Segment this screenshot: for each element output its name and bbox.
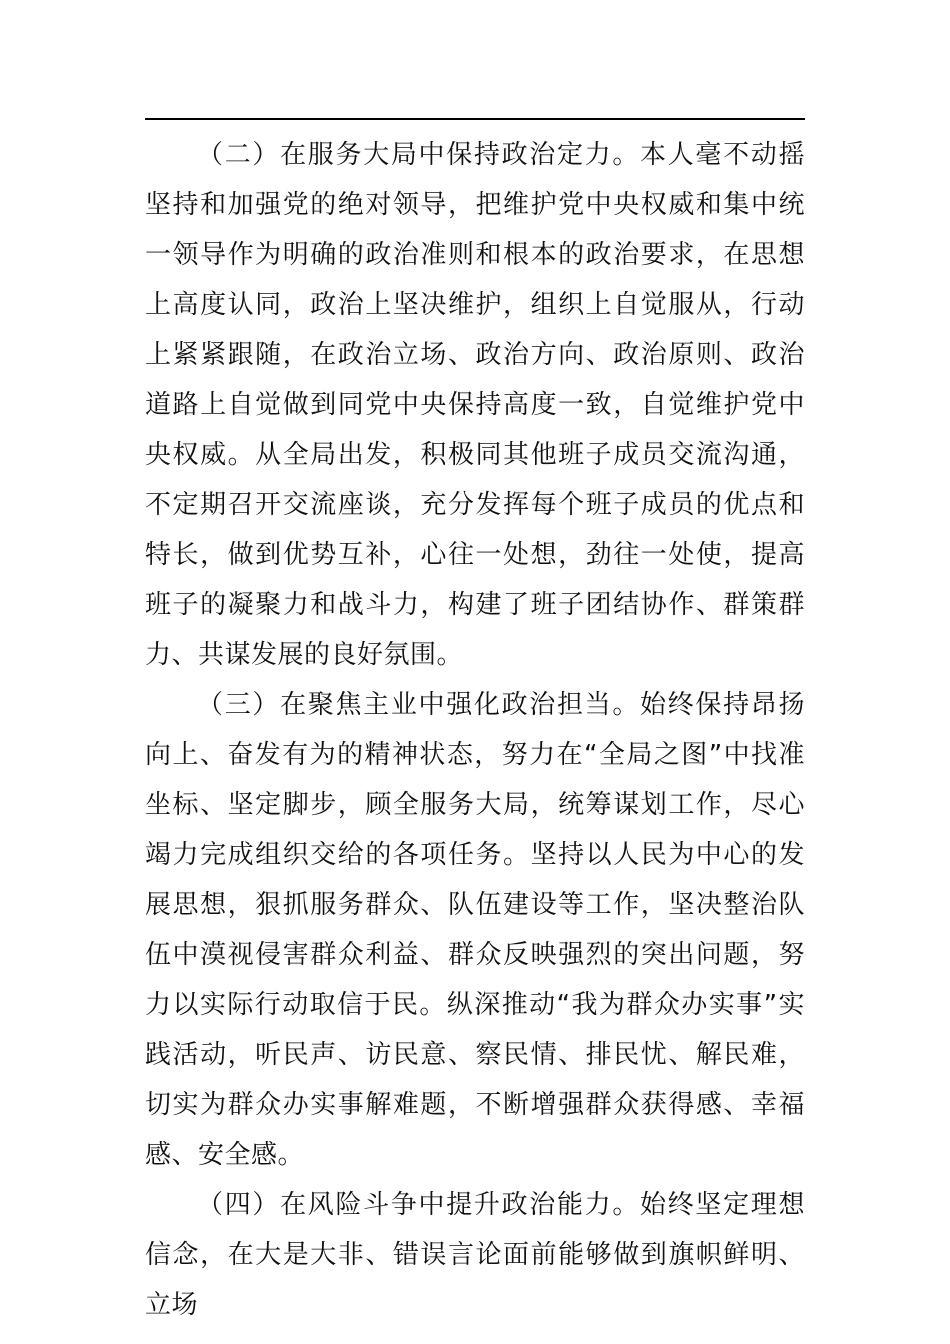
body-text — [145, 130, 805, 1330]
paragraph-section-2: （二）在服务大局中保持政治定力。本人毫不动摇坚持和加强党的绝对领导，把维护党中央权威和集中统一领导作为明确的政治准则和根本的政治要求，在思想上高度认同，政治上坚决维护，组织上自觉服从，行动上紧紧跟随，在政治立场、政治方向、政治原则、政治道路上自觉做到同党中央保持高度一致，自觉维护党中央权威。从全局出发，积极同其他班子成员交流沟通，不定期召开交流座谈，充分发挥每个班子成员的优点和特长，做到优势互补，心往一处想，劲往一处使，提高班子的凝聚力和战斗力，构建了班子团结协作、群策群力、共谋发展的良好氛围。 — [145, 140, 805, 670]
header-rule — [145, 118, 805, 120]
paragraph-section-4: （四）在风险斗争中提升政治能力。始终坚定理想信念，在大是大非、错误言论面前能够做到旗帜鲜明、立场 — [145, 1190, 805, 1320]
paragraph-section-3: （三）在聚焦主业中强化政治担当。始终保持昂扬向上、奋发有为的精神状态，努力在“全局之图”中找准坐标、坚定脚步，顾全服务大局，统筹谋划工作，尽心竭力完成组织交给的各项任务。坚持以人民为中心的发展思想，狠抓服务群众、队伍建设等工作，坚决整治队伍中漠视侵害群众利益、群众反映强烈的突出问题，努力以实际行动取信于民。纵深推动“我为群众办实事”实践活动，听民声、访民意、察民情、排民忧、解民难，切实为群众办实事解难题，不断增强群众获得感、幸福感、安全感。 — [145, 690, 805, 1170]
